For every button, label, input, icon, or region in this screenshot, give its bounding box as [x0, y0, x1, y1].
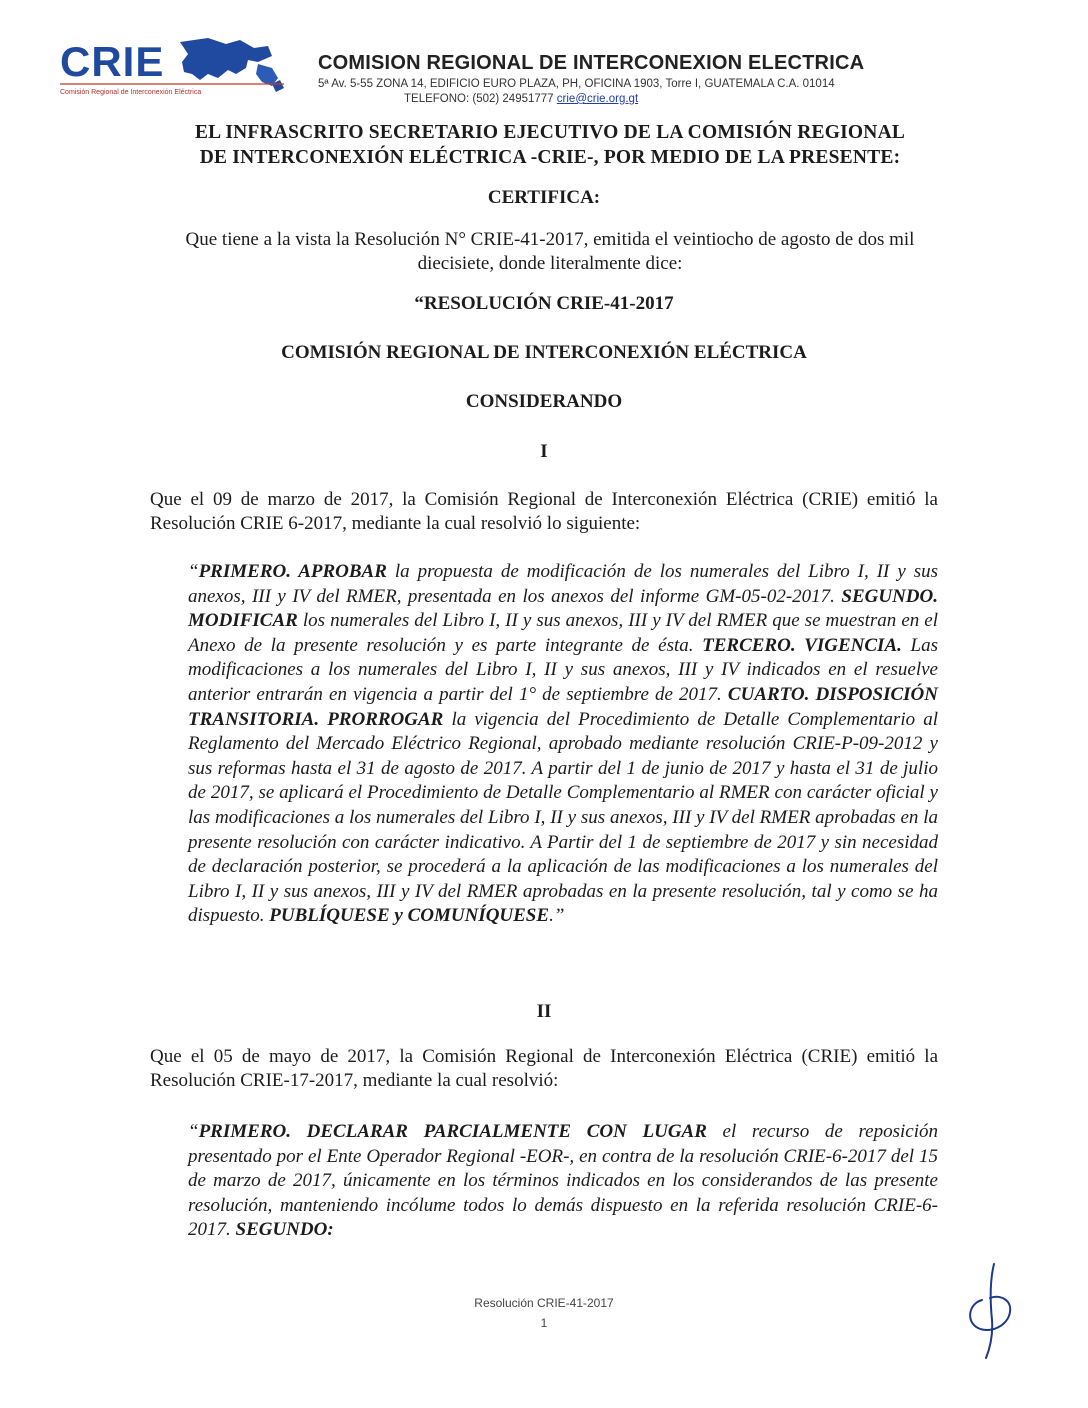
- quote-close-mark: .”: [549, 905, 565, 927]
- commission-name: COMISIÓN REGIONAL DE INTERCONEXIÓN ELÉCTRICA: [281, 342, 807, 363]
- quote-open-mark: “: [188, 1121, 199, 1142]
- quote-bold-segundo: SEGUNDO:: [235, 1219, 334, 1241]
- quote-text: la vigencia del Procedimiento de Detalle Complementario al Reglamento del Mercado Eléctrico Regional, aprobado mediante resolución CRIE-P-09-2012 y sus reformas hasta el 31 de agosto de 2017. A partir del 1 de junio de 2017 y hasta el 31 de julio de 2017, se aplicará el Procedimiento de Detalle Complementario al RMER con carácter oficial y las modificaciones a los numerales del Libro I, II y sus anexos, III y IV del RMER aprobadas en la presente resolución con carácter indicativo. A Partir del 1 de septiembre de 2017 y sin necesidad de declaración posterior, se procederá a la aplicación de las modificaciones a los numerales del Libro I, II y sus anexos, III y IV del RMER aprobadas en la presente resolución, tal y como se ha dispuesto.: [188, 708, 938, 927]
- heading-line-1: EL INFRASCRITO SECRETARIO EJECUTIVO DE LA COMISIÓN REGIONAL: [194, 122, 906, 143]
- quote-bold-primero: PRIMERO. DECLARAR PARCIALMENTE CON LUGAR: [198, 1121, 707, 1142]
- section-2-paragraph: Que el 05 de mayo de 2017, la Comisión Regional de Interconexión Eléctrica (CRIE) emitió la Resolución CRIE-17-2017, mediante la cual resolvió:: [150, 1046, 938, 1091]
- intro-paragraph: Que tiene a la vista la Resolución N° CRIE-41-2017, emitida el veintiocho de agosto de dos mil diecisiete, donde literalmente dice:: [185, 229, 915, 274]
- quote-bold-primero: PRIMERO. APROBAR: [198, 561, 387, 582]
- quote-bold-tercero: TERCERO. VIGENCIA.: [702, 634, 902, 656]
- org-address: 5ª Av. 5-55 ZONA 14, EDIFICIO EURO PLAZA, PH, OFICINA 1903, Torre I, GUATEMALA C.A. 01014: [318, 78, 835, 90]
- section-1-paragraph: Que el 09 de marzo de 2017, la Comisión Regional de Interconexión Eléctrica (CRIE) emitió la Resolución CRIE 6-2017, mediante la cual resolvió lo siguiente:: [150, 489, 938, 534]
- quote-text: Las modificaciones a los numerales del Libro I, II y sus anexos, III y IV indicados en el resuelve anterior entrarán en vigencia a partir del 1° de septiembre de 2017.: [188, 634, 938, 705]
- document-heading: [150, 120, 950, 170]
- resolution-title: “RESOLUCIÓN CRIE-41-2017: [414, 293, 674, 314]
- certifica-title: CERTIFICA:: [487, 187, 601, 208]
- logo-tagline: Comisión Regional de Interconexión Eléctrica: [60, 89, 202, 96]
- section-1-quote: [188, 560, 938, 929]
- handwritten-signature: [960, 1260, 1020, 1360]
- quote-text: la propuesta de modificación de los numerales del Libro I, II y sus anexos, III y IV del RMER, presentada en los anexos del informe GM-05-02-2017.: [188, 561, 938, 607]
- quote-bold-publiquese: PUBLÍQUESE y COMUNÍQUESE: [269, 905, 550, 927]
- logo-wordmark: CRIE: [60, 38, 165, 85]
- footer-reference: Resolución CRIE-41-2017: [474, 1296, 614, 1310]
- org-phone: TELEFONO: (502) 24951777: [404, 93, 554, 105]
- quote-text: el recurso de reposición presentado por el Ente Operador Regional -EOR-, en contra de la resolución CRIE-6-2017 del 15 de marzo de 2017, únicamente en los términos indicados en los considerandos de las presente resolución, manteniendo incólume todos lo demás dispuesto en la referida resolución CRIE-6-2017.: [188, 1121, 939, 1241]
- quote-text: los numerales del Libro I, II y sus anexos, III y IV del RMER que se muestran en el Anexo de la presente resolución y es parte integrante de ésta.: [188, 610, 938, 656]
- crie-logo: [58, 34, 290, 98]
- org-contact: [404, 93, 638, 105]
- section-2-quote: [188, 1120, 938, 1243]
- quote-open-mark: “: [188, 561, 199, 582]
- org-name: COMISION REGIONAL DE INTERCONEXION ELECTRICA: [318, 52, 865, 74]
- org-email-link[interactable]: crie@crie.org.gt: [556, 93, 639, 105]
- section-numeral-1: I: [540, 441, 548, 462]
- section-numeral-2: II: [536, 1001, 552, 1022]
- page-number: 1: [540, 1316, 548, 1330]
- considerando-title: CONSIDERANDO: [465, 391, 623, 412]
- heading-line-2: DE INTERCONEXIÓN ELÉCTRICA -CRIE-, POR MEDIO DE LA PRESENTE:: [199, 147, 901, 168]
- quote-bold-cuarto: CUARTO. DISPOSICIÓN TRANSITORIA. PRORROGAR: [188, 683, 938, 730]
- quote-bold-segundo: SEGUNDO. MODIFICAR: [188, 585, 938, 632]
